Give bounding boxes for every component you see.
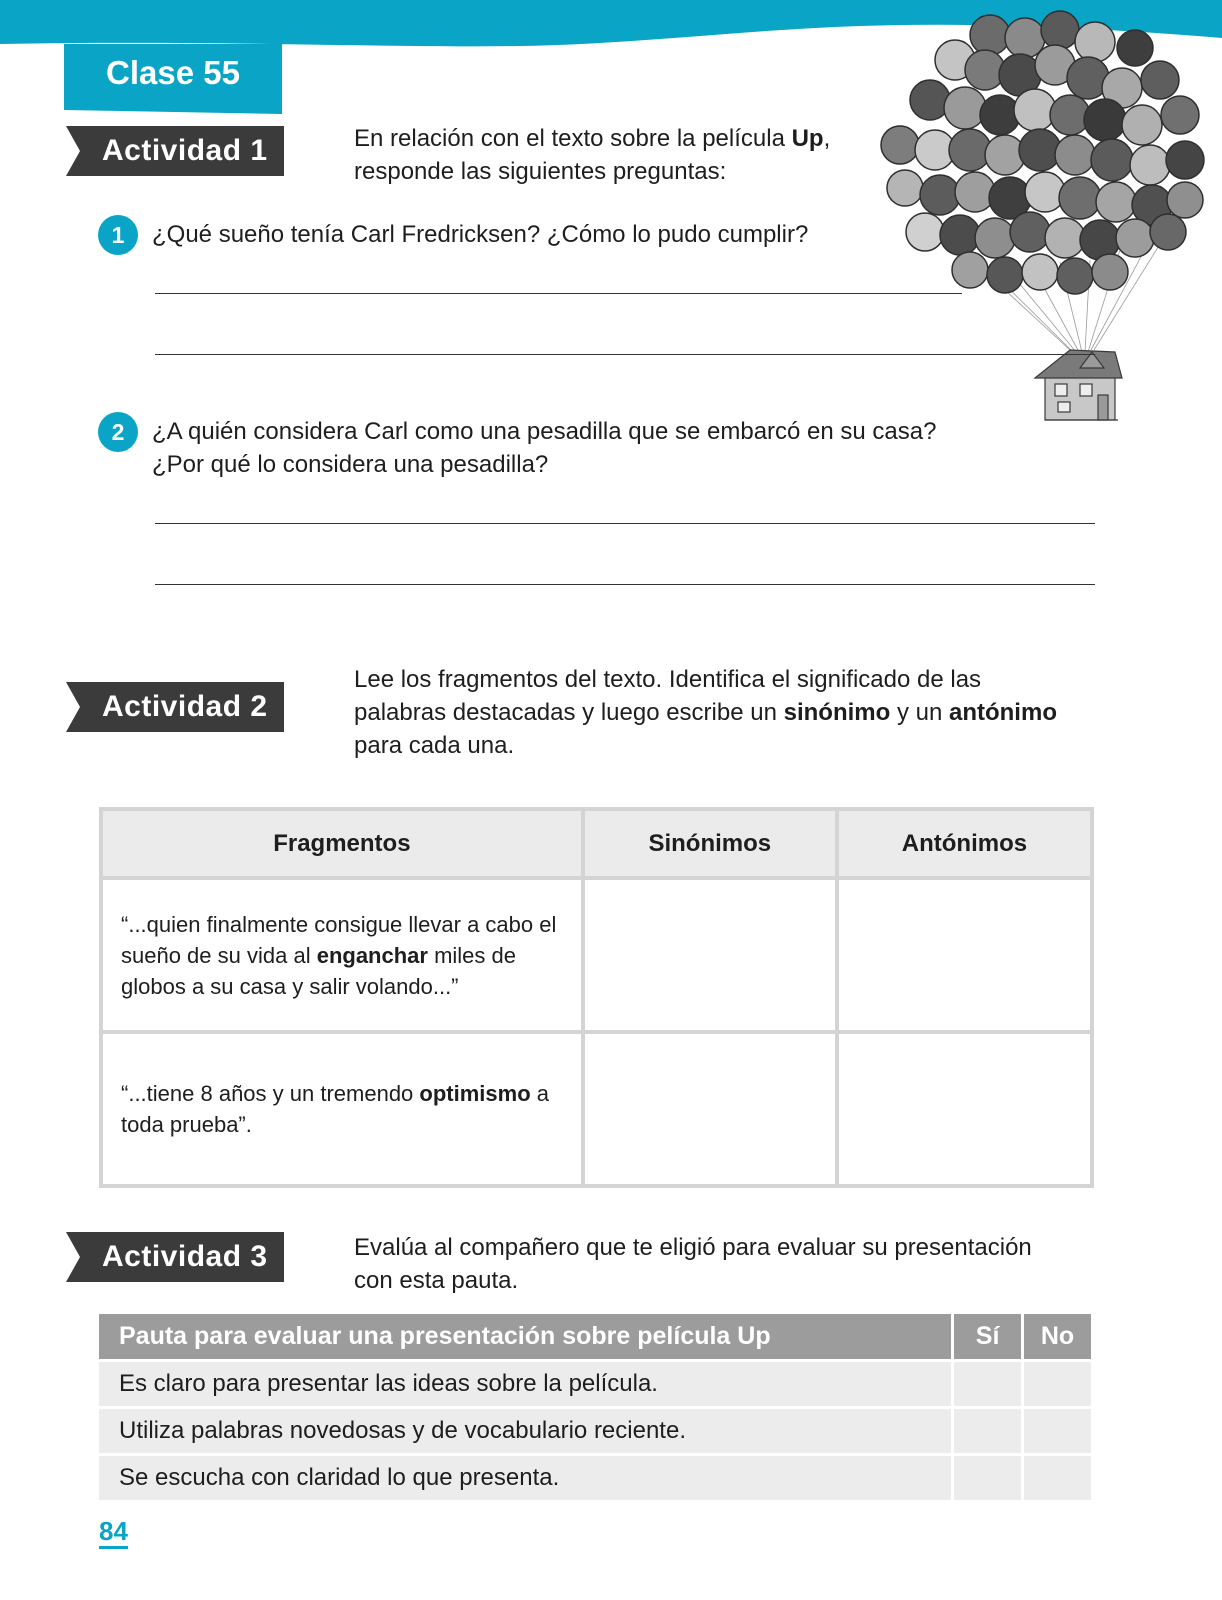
fragment-text: “...quien finalmente consigue llevar a cabo el sueño de su vida al	[121, 911, 557, 968]
intro-text: palabras destacadas y luego escribe un	[354, 699, 784, 726]
answer-line[interactable]	[155, 354, 1095, 355]
intro-text: ,	[823, 125, 831, 152]
synonym-answer-cell[interactable]	[583, 878, 837, 1032]
intro-bold: Up	[791, 125, 824, 152]
fragment-text: miles de globos a su casa y salir volando...”	[121, 942, 517, 999]
rubric-no-cell[interactable]	[1023, 1360, 1093, 1407]
antonym-answer-cell[interactable]	[837, 878, 1092, 1032]
rubric-yes-cell[interactable]	[953, 1454, 1023, 1501]
question-text-line: ¿Qué sueño tenía Carl Fredricksen? ¿Cómo lo pudo cumplir?	[152, 221, 809, 248]
actividad-3-tag	[66, 1232, 284, 1282]
balloon-house-illustration	[880, 0, 1222, 440]
rubric-criterion: Se escucha con claridad lo que presenta.	[99, 1454, 953, 1501]
actividad-1-instructions	[354, 122, 830, 188]
intro-bold: antónimo	[948, 699, 1057, 726]
intro-text: En relación con el texto sobre la película	[354, 125, 792, 152]
intro-text: Lee los fragmentos del texto. Identifica el significado de las	[354, 666, 982, 693]
intro-text: Evalúa al compañero que te eligió para evaluar su presentación	[354, 1234, 1032, 1261]
intro-text: y un	[890, 699, 949, 726]
rubric-row	[99, 1360, 1093, 1407]
fragments-table	[99, 807, 1094, 1188]
actividad-2-label: Actividad 2	[102, 690, 268, 723]
actividad-2-instructions	[354, 663, 1057, 762]
actividad-1-tag	[66, 126, 284, 176]
intro-text: con esta pauta.	[354, 1267, 519, 1294]
table-header-row	[101, 809, 1092, 878]
column-header-antonimos: Antónimos	[837, 809, 1092, 878]
question-1-text	[152, 218, 808, 251]
intro-bold: sinónimo	[783, 699, 891, 726]
table-row	[101, 878, 1092, 1032]
class-title: Clase 55	[106, 54, 240, 91]
column-header-fragmentos: Fragmentos	[101, 809, 583, 878]
fragment-text: “...tiene 8 años y un tremendo	[121, 1081, 420, 1106]
intro-text: responde las siguientes preguntas:	[354, 158, 727, 185]
fragment-text: a toda prueba”.	[121, 1081, 549, 1137]
question-1-number: 1	[98, 215, 138, 255]
rubric-criterion: Es claro para presentar las ideas sobre la película.	[99, 1360, 953, 1407]
question-2-number: 2	[98, 412, 138, 452]
rubric-header-title: Pauta para evaluar una presentación sobre película Up	[99, 1314, 953, 1360]
highlighted-word: enganchar	[316, 942, 428, 968]
question-text-line: ¿Por qué lo considera una pesadilla?	[152, 451, 549, 478]
rubric-no-cell[interactable]	[1023, 1407, 1093, 1454]
synonym-answer-cell[interactable]	[583, 1032, 837, 1186]
rubric-header-yes: Sí	[953, 1314, 1023, 1360]
actividad-3-label: Actividad 3	[102, 1240, 268, 1273]
page-number: 84	[99, 1516, 128, 1549]
question-2-text	[152, 415, 936, 481]
highlighted-word: optimismo	[419, 1081, 531, 1106]
column-header-sinonimos: Sinónimos	[583, 809, 837, 878]
table-row	[101, 1032, 1092, 1186]
rubric-row	[99, 1407, 1093, 1454]
rubric-header-no: No	[1023, 1314, 1093, 1360]
antonym-answer-cell[interactable]	[837, 1032, 1092, 1186]
fragment-cell	[101, 878, 583, 1032]
actividad-3-instructions	[354, 1231, 1032, 1297]
rubric-no-cell[interactable]	[1023, 1454, 1093, 1501]
actividad-2-tag	[66, 682, 284, 732]
rubric-criterion: Utiliza palabras novedosas y de vocabulario reciente.	[99, 1407, 953, 1454]
rubric-yes-cell[interactable]	[953, 1407, 1023, 1454]
answer-line[interactable]	[155, 293, 962, 294]
actividad-1-label: Actividad 1	[102, 134, 268, 167]
fragment-cell	[101, 1032, 583, 1186]
answer-line[interactable]	[155, 584, 1095, 585]
question-text-line: ¿A quién considera Carl como una pesadilla que se embarcó en su casa?	[152, 418, 937, 445]
intro-text: para cada una.	[354, 732, 515, 759]
answer-line[interactable]	[155, 523, 1095, 524]
rubric-row	[99, 1454, 1093, 1501]
rubric-yes-cell[interactable]	[953, 1360, 1023, 1407]
rubric-header-row	[99, 1314, 1093, 1360]
evaluation-rubric-table	[99, 1314, 1094, 1503]
